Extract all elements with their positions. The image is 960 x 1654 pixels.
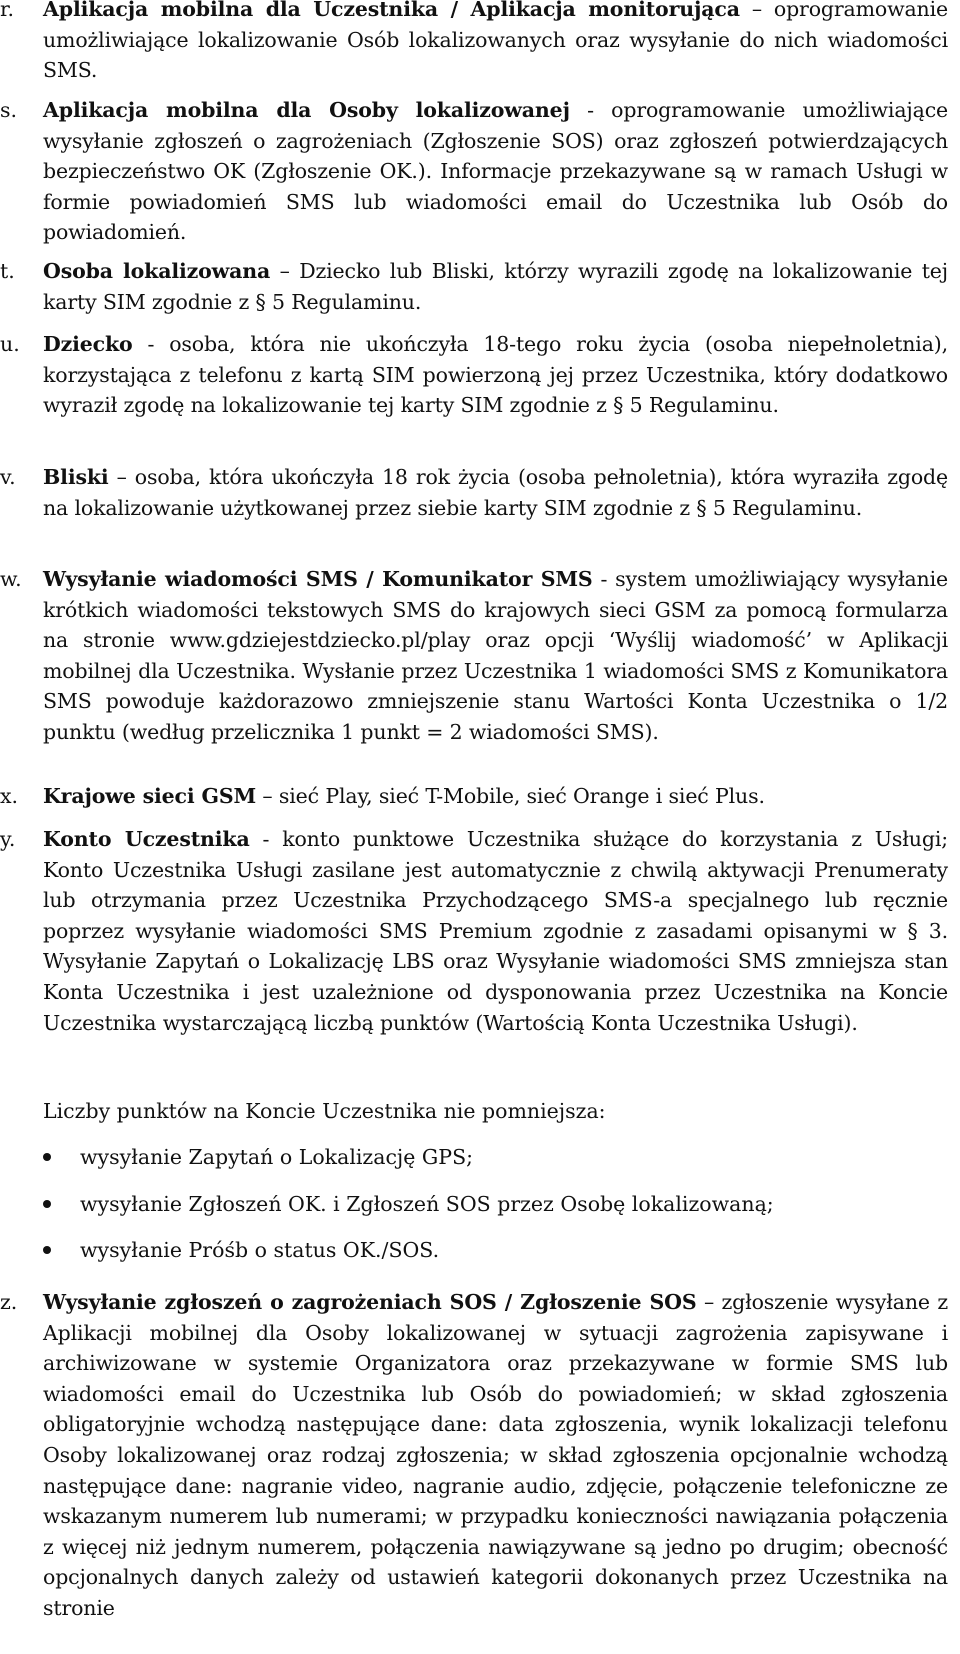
definition-letter: v. [0,465,16,489]
definition-text: - system umożliwiający wysyłanie krótkich wiadomości tekstowych SMS do krajowych sieci GSM za pomocą formularza na stronie www.gdziejestdziecko.pl/play oraz opcji ‘Wyślij wiadomość’ w Aplikacji mobilnej dla Uczestnika. Wysłanie przez Uczestnika 1 wiadomości SMS z Komunikatora SMS powoduje każdorazowo zmniejszenie stanu Wartości Konta Uczestnika o 1/2 punktu (według przelicznika 1 punkt = 2 wiadomości SMS). [43,567,949,744]
definition-w [0,564,960,748]
definition-body [43,1287,948,1624]
definition-term: Bliski [43,465,109,489]
definition-body [43,824,948,1038]
definition-body [43,256,948,317]
definition-text: – zgłoszenie wysyłane z Aplikacji mobilnej dla Osoby lokalizowanej w sytuacji zagrożenia zapisywane i archiwizowane w systemie Organizatora oraz przekazywane w formie SMS lub wiadomości email do Uczestnika lub Osób do powiadomień; w skład zgłoszenia obligatoryjnie wchodzą następujące dane: data zgłoszenia, wynik lokalizacji telefonu Osoby lokalizowanej oraz rodzaj zgłoszenia; w skład zgłoszenia opcjonalnie wchodzą następujące dane: nagranie video, nagranie audio, zdjęcie, połączenie telefoniczne ze wskazanym numerem lub numerami; w przypadku konieczności nawiązania połączenia z więcej niż jednym numerem, połączenia nawiązywane są jedno po drugim; obecność opcjonalnych danych zależy od ustawień kategorii dokonanych przez Uczestnika na stronie [43,1290,948,1620]
definition-letter: x. [0,784,19,808]
definition-term: Osoba lokalizowana [43,259,271,283]
definition-text: - konto punktowe Uczestnika służące do korzystania z Usługi; Konto Uczestnika Usługi zasilane jest automatycznie z chwilą aktywacji Prenumeraty lub otrzymania przez Uczestnika Przychodzącego SMS-a specjalnego lub ręcznie poprzez wysyłanie wiadomości SMS Premium zgodnie z zasadami opisanymi w § 3. Wysyłanie Zapytań o Lokalizację LBS oraz Wysyłanie wiadomości SMS zmniejsza stan Konta Uczestnika i jest uzależnione od dysponowania przez Uczestnika na Koncie Uczestnika wystarczającą liczbą punktów (Wartością Konta Uczestnika Usługi). [43,827,948,1035]
definition-x [0,781,960,812]
definition-body [43,781,948,812]
definition-letter: u. [0,332,20,356]
definition-letter: t. [0,259,15,283]
definition-body [43,462,948,523]
list-item-text: wysyłanie Zgłoszeń OK. i Zgłoszeń SOS przez Osobę lokalizowaną; [80,1192,774,1216]
bullet-dot [43,1153,51,1161]
definition-y [0,824,960,1038]
definition-letter: s. [0,98,18,122]
definition-term: Aplikacja mobilna dla Osoby lokalizowanej [43,98,570,122]
definition-term: Konto Uczestnika [43,827,250,851]
definition-letter: z. [0,1290,18,1314]
definition-text: – oprogramowanie umożliwiające lokalizowanie Osób lokalizowanych oraz wysyłanie do nich wiadomości SMS. [43,0,948,83]
bullet-dot [43,1246,51,1254]
list-item-text: wysyłanie Zapytań o Lokalizację GPS; [80,1145,474,1169]
definition-s [0,95,960,248]
list-item-text: wysyłanie Próśb o status OK./SOS. [80,1238,440,1262]
definition-body [43,0,948,86]
definition-t [0,256,960,317]
definition-letter: w. [0,567,22,591]
bullet-dot [43,1200,51,1208]
definition-u [0,329,960,421]
definition-letter: y. [0,827,16,851]
definition-r [0,0,960,86]
definition-letter: r. [0,0,15,21]
definition-v [0,462,960,523]
definition-term: Wysyłanie zgłoszeń o zagrożeniach SOS / Zgłoszenie SOS [43,1290,697,1314]
definition-term: Aplikacja mobilna dla Uczestnika / Aplikacja monitorująca [43,0,740,21]
definition-text: - osoba, która nie ukończyła 18-tego roku życia (osoba niepełnoletnia), korzystająca z telefonu z kartą SIM powierzoną jej przez Uczestnika, który dodatkowo wyraził zgodę na lokalizowanie tej karty SIM zgodnie z § 5 Regulaminu. [43,332,948,418]
definition-z [0,1287,960,1624]
definition-term: Wysyłanie wiadomości SMS / Komunikator SMS [43,567,593,591]
definition-text: – osoba, która ukończyła 18 rok życia (osoba pełnoletnia), która wyraziła zgodę na lokalizowanie użytkowanej przez siebie karty SIM zgodnie z § 5 Regulaminu. [43,465,948,520]
definition-body [43,564,948,748]
definition-text: – Dziecko lub Bliski, którzy wyrazili zgodę na lokalizowanie tej karty SIM zgodnie z § 5 Regulaminu. [43,259,948,314]
definition-body [43,95,948,248]
definition-term: Dziecko [43,332,133,356]
definition-body [43,329,948,421]
definition-text: – sieć Play, sieć T-Mobile, sieć Orange i sieć Plus. [256,784,765,808]
points-list-intro: Liczby punktów na Koncie Uczestnika nie pomniejsza: [43,1099,606,1123]
definition-term: Krajowe sieci GSM [43,784,257,808]
definition-text: - oprogramowanie umożliwiające wysyłanie zgłoszeń o zagrożeniach (Zgłoszenie SOS) oraz zgłoszeń potwierdzających bezpieczeństwo OK (Zgłoszenie OK.). Informacje przekazywane są w ramach Usługi w formie powiadomień SMS lub wiadomości email do Uczestnika lub Osób do powiadomień. [43,98,949,245]
